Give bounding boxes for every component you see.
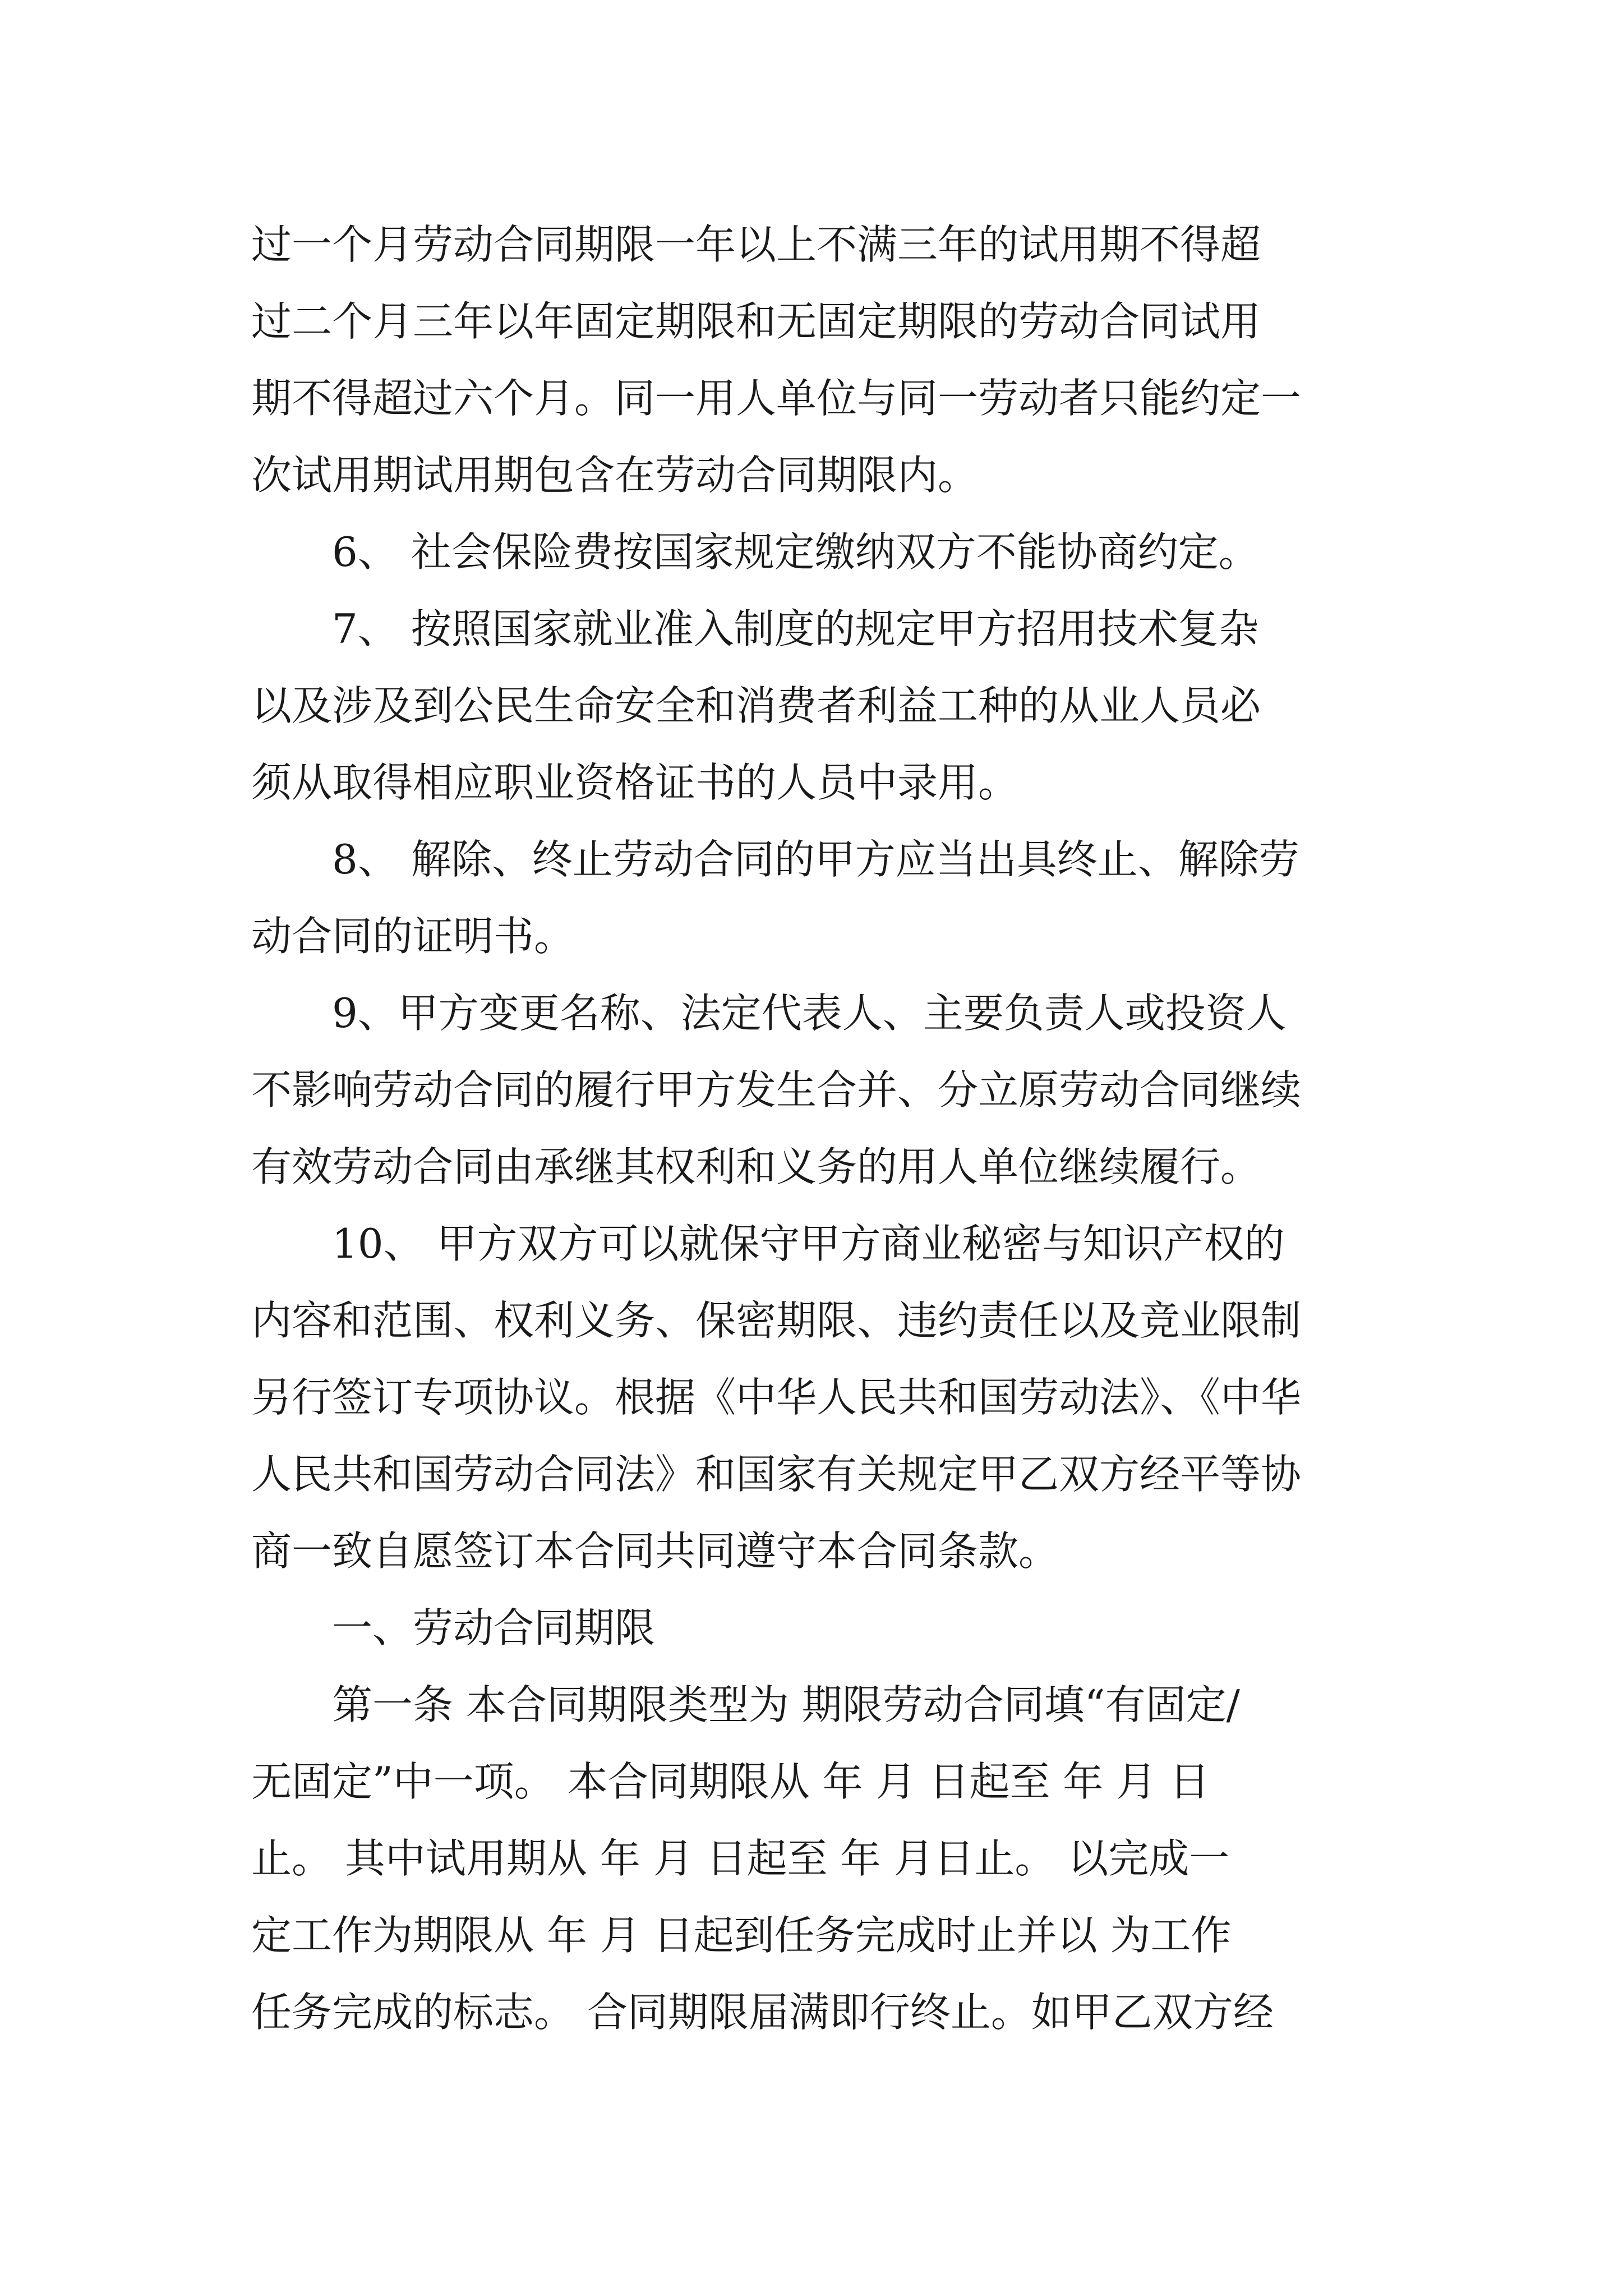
paragraph-start-line: 第一条 本合同期限类型为 期限劳动合同填“有固定/ [332, 1681, 1240, 1728]
text-line: 不影响劳动合同的履行甲方发生合并、分立原劳动合同继续 [251, 1066, 1302, 1114]
text-line: 止。 其中试用期从 年 月 日起至 年 月日止。 以完成一 [251, 1835, 1230, 1882]
text-line: 须从取得相应职业资格证书的人员中录用。 [251, 759, 1019, 806]
text-line: 次试用期试用期包含在劳动合同期限内。 [251, 452, 979, 499]
paragraph-start-line: 9、甲方变更名称、法定代表人、主要负责人或投资人 [332, 990, 1287, 1037]
text-line: 以及涉及到公民生命安全和消费者利益工种的从业人员必 [251, 682, 1261, 729]
text-line: 动合同的证明书。 [251, 913, 575, 960]
text-line: 人民共和国劳动合同法》和国家有关规定甲乙双方经平等协 [251, 1451, 1302, 1498]
paragraph-start-line: 8、 解除、终止劳动合同的甲方应当出具终止、解除劳 [332, 836, 1299, 883]
text-line: 商一致自愿签订本合同共同遵守本合同条款。 [251, 1527, 1059, 1575]
text-line: 内容和范围、权利义务、保密期限、违约责任以及竞业限制 [251, 1297, 1302, 1344]
paragraph-start-line: 10、 甲方双方可以就保守甲方商业秘密与知识产权的 [332, 1220, 1285, 1267]
text-line: 任务完成的标志。 合同期限届满即行终止。如甲乙双方经 [251, 1989, 1274, 2036]
paragraph-start-line: 6、 社会保险费按国家规定缴纳双方不能协商约定。 [332, 528, 1259, 576]
text-line: 有效劳动合同由承继其权利和义务的用人单位继续履行。 [251, 1143, 1261, 1190]
section-heading: 一、劳动合同期限 [332, 1604, 656, 1651]
text-line: 期不得超过六个月。同一用人单位与同一劳动者只能约定一 [251, 375, 1302, 422]
text-line: 过二个月三年以年固定期限和无固定期限的劳动合同试用 [251, 298, 1261, 345]
text-line: 另行签订专项协议。根据《中华人民共和国劳动法》、《中华 [251, 1374, 1302, 1421]
text-line: 定工作为期限从 年 月 日起到任务完成时止并以 为工作 [251, 1912, 1232, 1959]
text-line: 无固定”中一项。 本合同期限从 年 月 日起至 年 月 日 [251, 1758, 1210, 1805]
text-line: 过一个月劳动合同期限一年以上不满三年的试用期不得超 [251, 221, 1261, 268]
paragraph-start-line: 7、 按照国家就业准入制度的规定甲方招用技术复杂 [332, 605, 1259, 652]
